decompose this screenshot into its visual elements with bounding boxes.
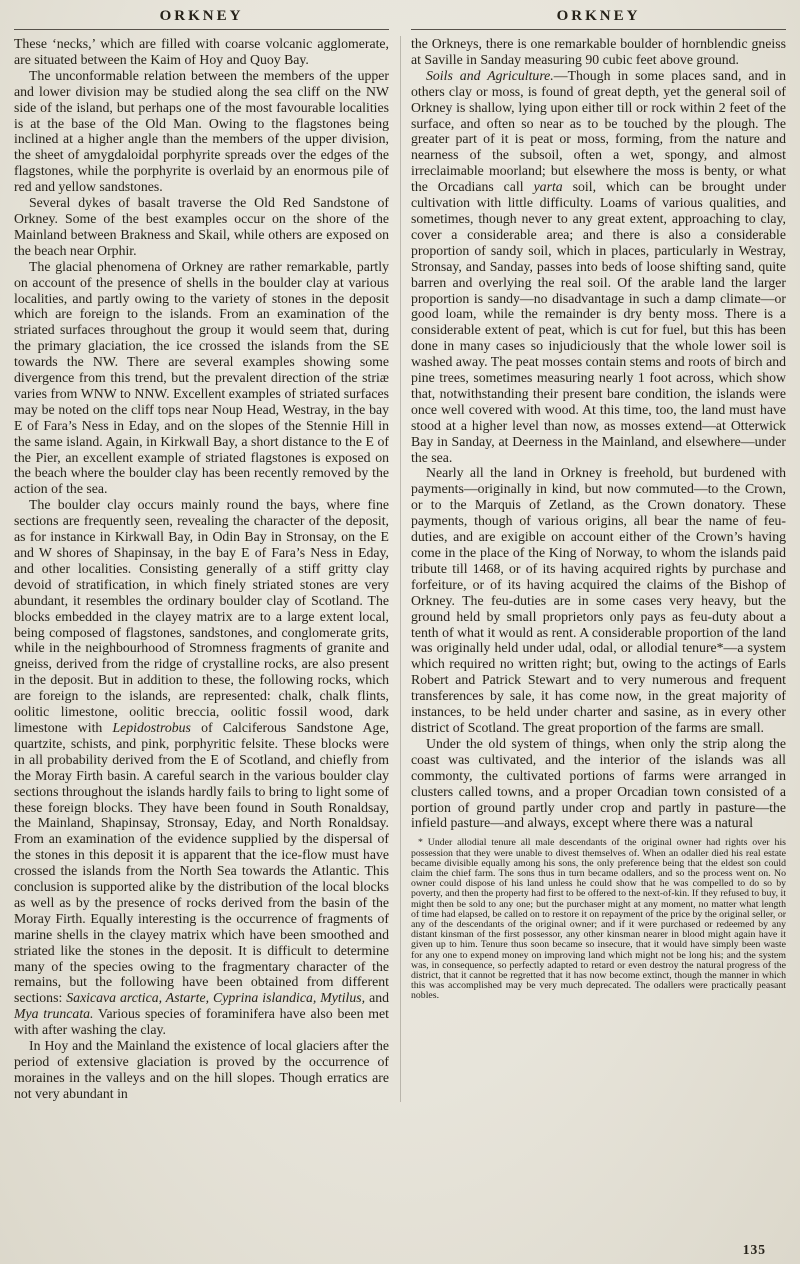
left-column — [14, 36, 389, 1102]
running-heads — [14, 8, 786, 30]
paragraph-unconformable-relation — [14, 68, 389, 195]
paragraph-soils-and-agriculture — [411, 68, 786, 466]
paragraph-boulder-clay — [14, 497, 389, 1038]
italic-text-run: Soils and Agriculture. — [426, 67, 554, 83]
text-run: of Calciferous Sandstone Age, quartzite, schists, and pink, porphyritic felsite. These blocks were in all probability derived from the E of Scotland, and chiefly from the Moray Firth basin. A careful search in the various boulder clay sections throughout the islands hardly fails to bring to light some of these foreign blocks. They have been found in South Ronaldsay, the Mainland, Shapinsay, Stronsay, Eday, and North Ronaldsay. From an examination of the evidence supplied by the dispersal of the stones in this deposit it is apparent that the ice-flow must have crossed the islands from the North Sea towards the Atlantic. This conclusion is supported alike by the distribution of the local blocks as well as by the presence of rocks derived from the basin of the Moray Firth. Equally interesting is the occurrence of fragments of marine shells in the clayey matrix which have been smoothed and striated like the stones in the deposit. It is difficult to determine many of the species owing to the fragmentary character of the remains, but the following have been obtained from different sections: — [14, 719, 389, 1006]
paragraph-old-system — [411, 736, 786, 831]
text-columns — [14, 36, 786, 1102]
italic-text-run: Lepidostrobus — [112, 719, 191, 735]
paragraph-necks — [14, 36, 389, 68]
running-head-left: ORKNEY — [14, 8, 389, 30]
text-run: the Orkneys, there is one remarkable boulder of hornblendic gneiss at Saville in Sanday measuring 90 cubic feet above ground. — [411, 36, 786, 67]
paragraph-land-tenure — [411, 465, 786, 735]
text-run: Under the old system of things, when only the strip along the coast was cultivated, and the interior of the islands was all commonty, the cultivated portions of farms were arranged in clusters called towns, and a proper Orcadian town consisted of a portion of ground partly under crop and partly in pasture—the infield pasture—and always, except where there was a natural — [411, 735, 786, 831]
text-run: The glacial phenomena of Orkney are rather remarkable, partly on account of the presence of shells in the boulder clay at various localities, and partly owing to the variety of stones in the deposit which are foreign to the islands. From an examination of the striated surfaces throughout the group it would seem that, during the primary glaciation, the ice crossed the islands from the SE towards the NW. There are several examples showing some divergence from this trend, but the prevalent direction of the striæ varies from WNW to NNW. Excellent examples of striated surfaces may be noted on the cliff tops near Noup Head, Westray, in the bay E of Fara’s Ness in Eday, and on the slopes of the Stennie Hill in the same island. Again, in Kirkwall Bay, a short distance to the E of the Pier, an excellent example of striated flagstones is exposed on the beach where the boulder clay has been recently removed by the action of the sea. — [14, 258, 389, 497]
text-run: The boulder clay occurs mainly round the bays, where fine sections are frequently seen, revealing the character of the deposit, as for instance in Kirkwall Bay, in Odin Bay in Stronsay, on the E and W shores of Shapinsay, in the bay E of Fara’s Ness in Eday, and other localities. Consisting generally of a stiff gritty clay devoid of stratification, in which finely striated stones are very abundant, it resembles the ordinary boulder clay of Scotland. The blocks embedded in the clayey matrix are to a large extent local, being composed of flagstones, sandstones, and conglomerate grits, while in the neighbourhood of Stromness fragments of granite and gneiss, derived from the ridge of crystalline rocks, are also present in the deposit. But in addition to these, the following rocks, which are foreign to the islands, are represented: chalk, chalk flints, oolitic limestone, oolitic breccia, oolitic fossil wood, dark limestone with — [14, 497, 389, 735]
text-run: —Though in some places sand, and in others clay or moss, is found of great depth, yet the general soil of Orkney is shallow, lying upon either till or rock within 2 feet of the surface, and often so near as to be touched by the plough. The greater part of it is peat or moss, forming, from the nature and nearness of the subsoil, often a wet, spongy, and almost irreclaimable moorland; but elsewhere the moss is benty, or what the Orcadians call — [411, 67, 786, 195]
text-run: soil, which can be brought under cultivation with little difficulty. Loams of various qualities, and sometimes, though never to any great extent, approaching to clay, cover a considerable area; and there is also a considerable proportion of sandy soil, which in places, particularly in Westray, Stronsay, and Sanday, passes into beds of loose shifting sand, quite barren and overlying the real soil. Of the arable land the larger proportion is sandy—no disadvantage in such a damp climate—or good loam, while the remainder is dry benty moss. There is a considerable extent of peat, which is cut for fuel, but this has been done in many cases so injudiciously that the whole lower soil is washed away. The peat mosses contain stems and roots of birch and pine trees, sometimes measuring nearly 1 foot across, which show that, notwithstanding their present bare condition, the islands were once well covered with wood. At this time, too, the land must have stood at a higher level than now, as mosses extend—at Otterwick Bay in Sanday, at Deerness in the Mainland, and elsewhere—under the sea. — [411, 179, 786, 465]
text-run: and — [365, 990, 390, 1006]
text-run: In Hoy and the Mainland the existence of local glaciers after the period of extensive glaciation is proved by the occurrence of moraines in the valleys and on the hill slopes. Though erratics are not very abundant in — [14, 1038, 389, 1101]
paragraph-dykes-of-basalt — [14, 195, 389, 259]
italic-text-run: yarta — [533, 179, 563, 195]
italic-text-run: Mya truncata. — [14, 1006, 94, 1022]
text-run: Nearly all the land in Orkney is freehold, but burdened with payments—originally in kind, but now commuted—to the Crown, or to the Marquis of Zetland, as the Crown donatory. These payments, though of various origins, all bear the name of feu-duties, and are exigible on account either of the Crown’s having come in the place of the King of Norway, to whom the islands paid tribute till 1468, or of its having acquired rights by purchase and forfeiture, or of its having acquired the claims of the Bishop of Orkney. The feu-duties are in some cases very heavy, but the ground held by small proprietors only pays as feu-duty about a tenth of what it would as rent. A considerable proportion of the land was originally held under udal, odal, or allodial tenure*—a system which required no written right; but, owing to the actings of Earls Robert and Patrick Stewart and to very numerous and frequent transferences by sale, it has come now, in the great majority of instances, to be held under charter and sasine, as in every other district of Scotland. The great proportion of the farms are small. — [411, 465, 786, 735]
text-run: The unconformable relation between the members of the upper and lower division may be studied along the sea cliff on the NW side of the island, but perhaps one of the most favourable localities is at the base of the Old Man. Owing to the flagstones being inclined at a higher angle than the members of the upper division, the sheet of amygdaloidal porphyrite spreads over the edges of the flagstones, while the porphyrite is overlaid by an enormous pile of red and yellow sandstones. — [14, 67, 389, 195]
running-head-right: ORKNEY — [411, 8, 786, 30]
footnote-allodial-tenure — [411, 838, 786, 1001]
page-number: 135 — [742, 1242, 766, 1257]
paragraph-glacial-phenomena — [14, 259, 389, 498]
text-run: * Under allodial tenure all male descendants of the original owner had rights over his possession that they were unable to divest themselves of. When an odaller died his real estate became divisible equally among his sons, the only preference being that the eldest son could claim the chief farm. The sons thus in turn became odallers, and so the process went on. No owner could dispose of his land unless he could show that he was compelled to do so by poverty, and then the property had first to be offered to the next-of-kin. If they refused to buy, it might then be sold to any one; but the purchaser might at any moment, no matter what length of time had elapsed, be called on to restore it on repayment of the price by the original seller, or any of the descendants of the original owner; and if it were purchased or redeemed by any distant kinsman of the first possessor, any other kinsman nearer in blood might again have it given up to him. Tenure thus soon became so insecure, that it would have simply been waste for any one to expend money on improving land which might not be long his; and the system was, in consequence, so perfectly adapted to retard or even destroy the natural progress of the district, that it cannot be regretted that it has now become extinct, though the manner in which this was accomplished may be very much deprecated. The odallers were practically peasant nobles. — [411, 837, 786, 1002]
paragraph-local-glaciers — [14, 1038, 389, 1102]
right-column — [411, 36, 786, 1102]
text-run: Various species of foraminifera have also been met with after washing the clay. — [14, 1006, 389, 1038]
paragraph-erratics-continued — [411, 36, 786, 68]
italic-text-run: Saxicava arctica, Astarte, Cyprina islandica, Mytilus, — [66, 990, 366, 1006]
text-run: These ‘necks,’ which are filled with coarse volcanic agglomerate, are situated between the Kaim of Hoy and Quoy Bay. — [14, 36, 389, 67]
text-run: Several dykes of basalt traverse the Old Red Sandstone of Orkney. Some of the best examples occur on the shore of the Mainland between Brakness and Skail, while others are exposed on the beach near Orphir. — [14, 195, 389, 258]
